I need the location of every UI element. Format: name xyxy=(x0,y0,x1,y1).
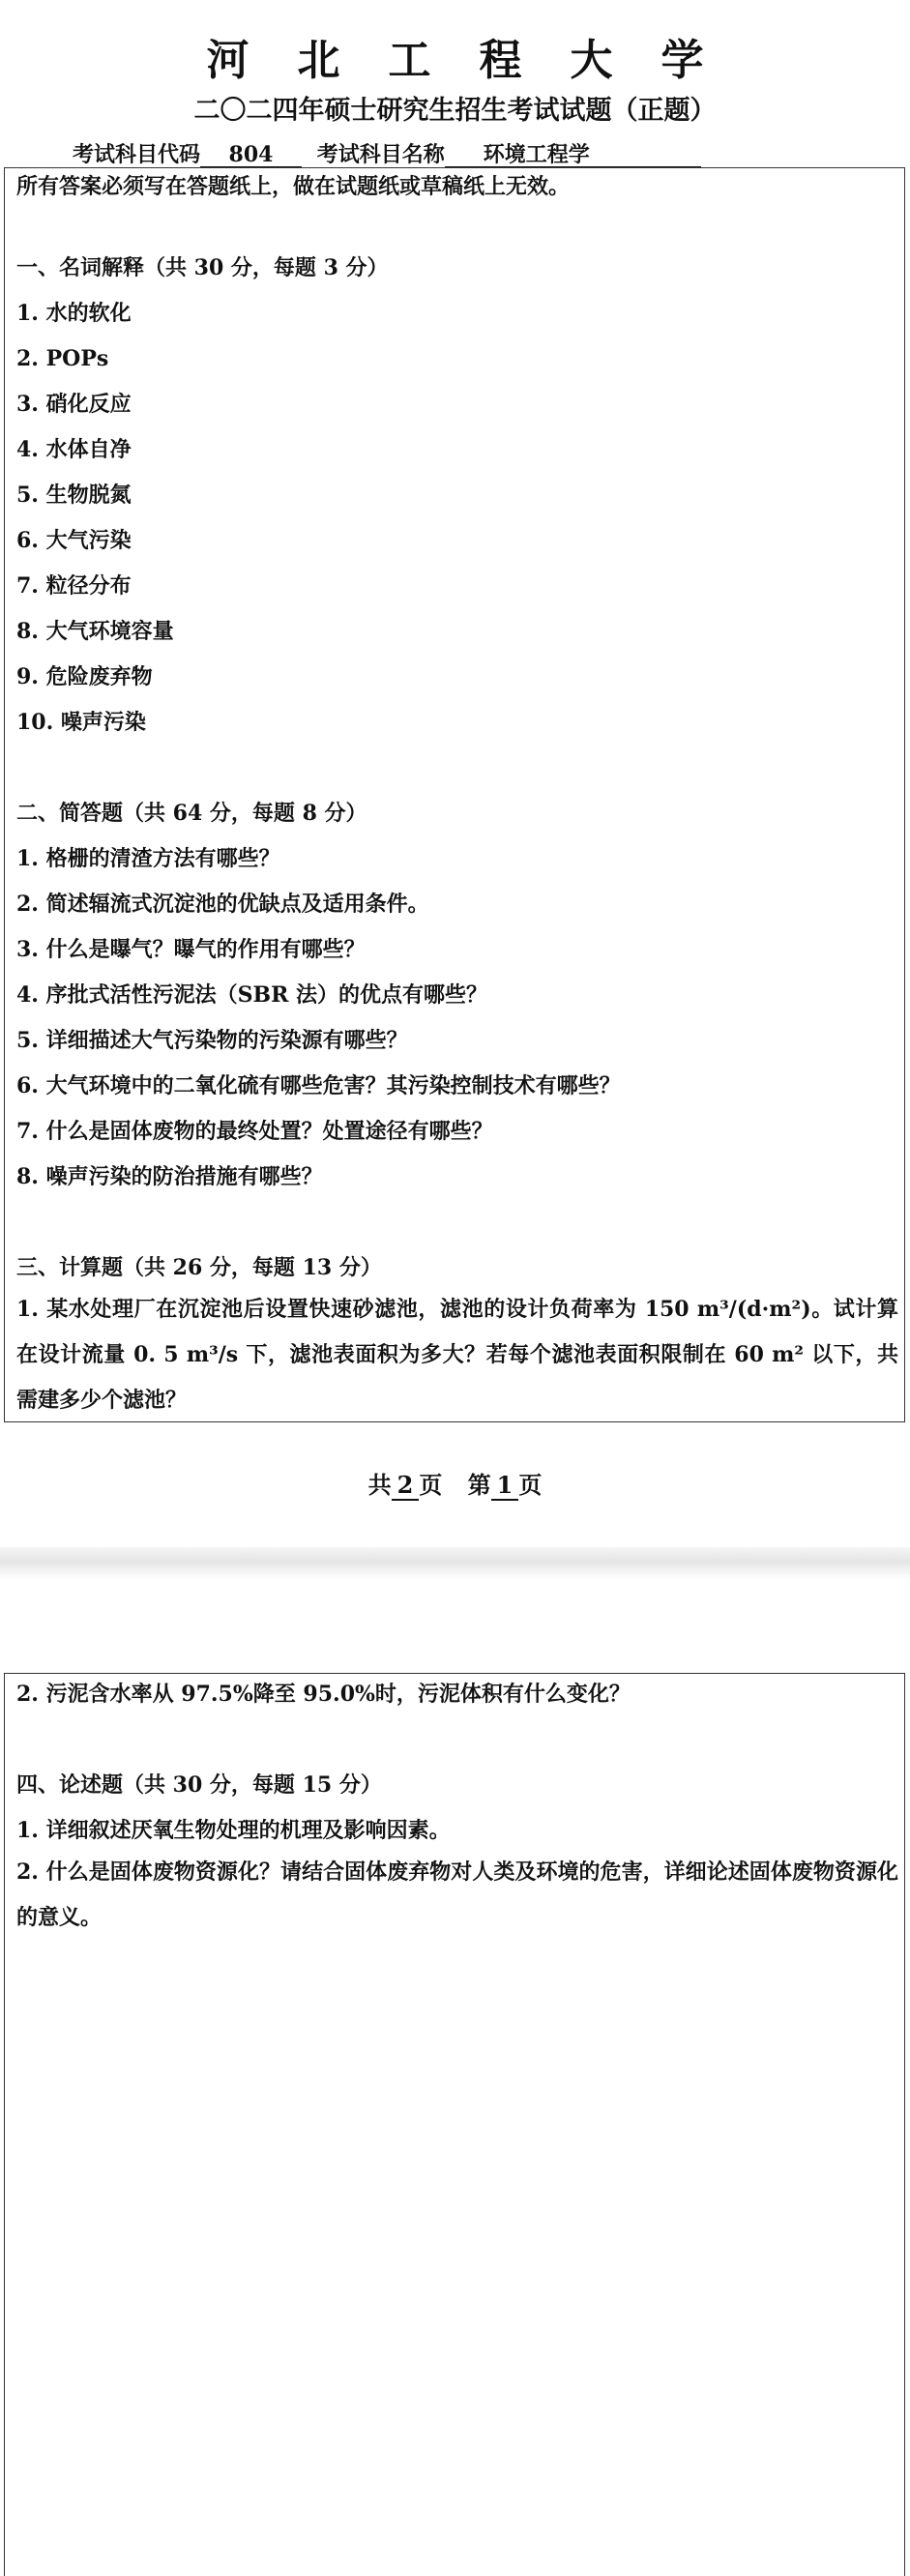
section-1-title: 一、名词解释（共 30 分，每题 3 分） xyxy=(16,255,389,280)
question-box-page-1 xyxy=(4,167,905,1422)
footer-total-prefix: 共 xyxy=(367,1471,392,1499)
subject-name-label: 考试科目名称 xyxy=(316,142,445,167)
page-separator xyxy=(0,1547,910,1580)
calc-question-1: 1. 某水处理厂在沉淀池后设置快速砂滤池，滤池的设计负荷率为 150 m³/(d·m²)。试计算在设计流量 0. 5 m³/s 下，滤池表面积为多大？若每个滤池表面积限制在 60 m² 以下，共需建多少个滤池？ xyxy=(16,1297,898,1413)
list-item: 10. 噪声污染 xyxy=(16,710,146,735)
footer-total-suffix: 页 xyxy=(419,1471,443,1499)
section-2-title: 二、简答题（共 64 分，每题 8 分） xyxy=(16,801,367,826)
footer-page-suffix: 页 xyxy=(518,1471,543,1499)
list-item: 8. 大气环境容量 xyxy=(16,619,174,644)
university-name: 河北工程大学 xyxy=(206,36,752,85)
list-item: 4. 序批式活性污泥法（SBR 法）的优点有哪些？ xyxy=(16,982,488,1008)
footer-total-pages: 2 xyxy=(392,1471,420,1501)
list-item: 9. 危险废弃物 xyxy=(16,664,153,689)
list-item: 1. 格栅的清渣方法有哪些？ xyxy=(16,846,280,871)
subject-code-label: 考试科目代码 xyxy=(73,142,201,167)
exam-title: 二〇二四年硕士研究生招生考试试题（正题） xyxy=(193,96,717,126)
list-item: 5. 生物脱氮 xyxy=(16,483,132,508)
exam-page-2 xyxy=(0,1580,910,2576)
list-item: 4. 水体自净 xyxy=(16,437,132,462)
calc-question-2: 2. 污泥含水率从 97.5%降至 95.0%时，污泥体积有什么变化？ xyxy=(16,1682,631,1707)
list-item: 6. 大气环境中的二氧化硫有哪些危害？其污染控制技术有哪些？ xyxy=(16,1073,621,1098)
list-item: 3. 什么是曝气？曝气的作用有哪些？ xyxy=(16,937,366,962)
subject-name-value: 环境工程学 xyxy=(445,143,701,168)
footer-page-number: 1 xyxy=(491,1471,519,1501)
list-item: 2. 简述辐流式沉淀池的优缺点及适用条件。 xyxy=(16,892,429,917)
footer-page-prefix: 第 xyxy=(467,1471,491,1499)
list-item: 3. 硝化反应 xyxy=(16,392,132,417)
subject-line xyxy=(73,138,701,168)
list-item: 5. 详细描述大气污染物的污染源有哪些？ xyxy=(16,1028,408,1053)
list-item: 1. 水的软化 xyxy=(16,301,132,326)
list-item: 2. 什么是固体废物资源化？请结合固体废弃物对人类及环境的危害，详细论述固体废物资源化的意义。 xyxy=(16,1859,898,1930)
subject-code-value: 804 xyxy=(200,143,302,168)
page-footer xyxy=(0,1466,910,1501)
section-4-title: 四、论述题（共 30 分，每题 15 分） xyxy=(16,1772,382,1798)
list-item: 6. 大气污染 xyxy=(16,528,132,553)
list-item: 1. 详细叙述厌氧生物处理的机理及影响因素。 xyxy=(16,1818,451,1843)
question-box-page-2 xyxy=(4,1673,905,2576)
section-3-title: 三、计算题（共 26 分，每题 13 分） xyxy=(16,1255,382,1280)
notice-text: 所有答案必须写在答题纸上，做在试题纸或草稿纸上无效。 xyxy=(16,174,571,199)
list-item: 7. 粒径分布 xyxy=(16,573,132,599)
list-item: 2. POPs xyxy=(16,346,109,371)
list-item: 8. 噪声污染的防治措施有哪些？ xyxy=(16,1164,323,1189)
list-item: 7. 什么是固体废物的最终处置？处置途径有哪些？ xyxy=(16,1119,493,1144)
